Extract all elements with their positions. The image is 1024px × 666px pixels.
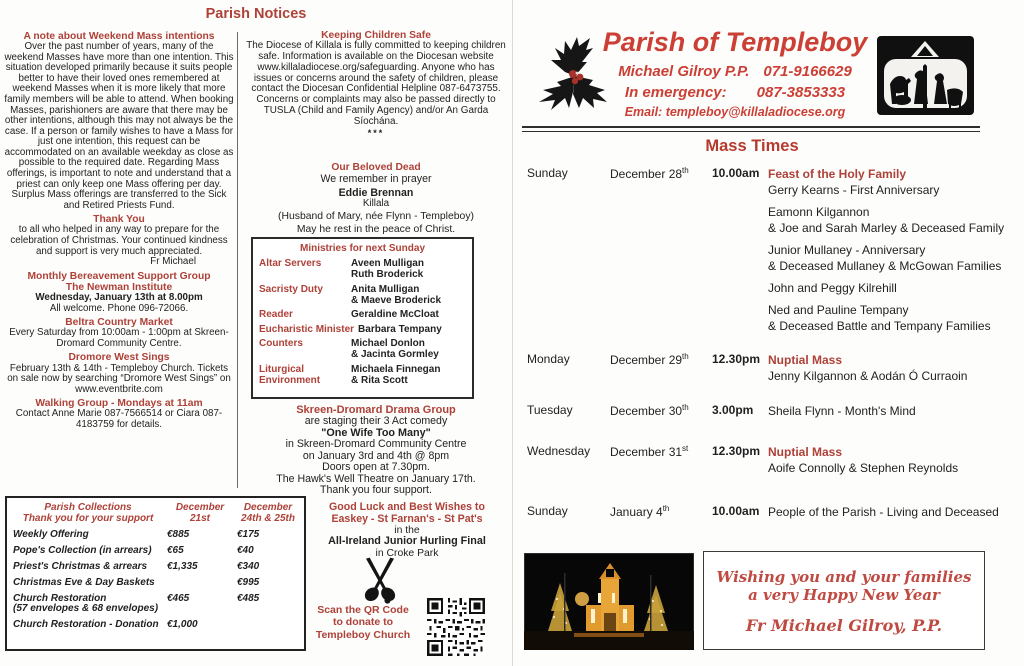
collections-col2-header: December 24th & 25th (241, 502, 295, 525)
notice-heading: Our Beloved Dead (331, 162, 421, 173)
emergency-phone: 087-3853333 (756, 83, 846, 101)
notice-beloved-dead (246, 162, 506, 236)
church-night-photo (524, 553, 694, 655)
notice-body: Contact Anne Marie 087-7566514 or Ciara 087-4183759 for details. (15, 408, 223, 430)
good-luck-line: in Croke Park (375, 548, 439, 560)
qr-code (427, 598, 485, 661)
scan-qr-caption: Scan the QR Code to donate to Templeboy Church (315, 604, 411, 641)
table-row: Priest's Christmas & arrears €1,335 €340 (13, 560, 260, 572)
emergency-contact-line (592, 84, 878, 101)
notice-heading: Thank You (93, 214, 145, 226)
deceased-place: Killala (362, 198, 390, 210)
crossed-hurleys-icon (352, 556, 408, 611)
mass-row-monday-dec29 (527, 352, 1019, 392)
mass-time: 3.00pm (712, 403, 754, 417)
ministries-title: Ministries for next Sunday (299, 243, 426, 254)
table-row: Weekly Offering €885 €175 (13, 528, 260, 540)
table-row: Reader Geraldine McCloat (259, 309, 439, 320)
wish-line: Wishing you and your families (716, 568, 972, 586)
good-luck-line: Good Luck and Best Wishes to (329, 501, 485, 513)
table-row: Liturgical Environment Michaela Finnegan & Rita Scott (259, 363, 441, 386)
mass-row-sunday-jan4 (527, 504, 1019, 524)
notice-heading: Monthly Bereavement Support Group (27, 270, 211, 282)
mass-intentions: Nuptial Mass Aoife Connolly & Stephen Reynolds (768, 444, 1020, 476)
mass-type: Nuptial Mass (768, 353, 843, 367)
mass-intentions: Nuptial Mass Jenny Kilgannon & Aodán Ó Curraoin (768, 352, 1020, 384)
mass-day: Sunday (527, 504, 568, 518)
good-luck-line: Easkey - St Farnan's - St Pat's (331, 512, 483, 525)
deceased-detail: (Husband of Mary, née Flynn - Templeboy) (278, 211, 474, 223)
good-luck-line: in the (394, 525, 420, 537)
mass-intentions: People of the Parish - Living and Deceased (768, 505, 999, 519)
table-row: Church Restoration (57 envelopes & 68 envelopes) €465 €485 (13, 592, 260, 615)
drama-line: The Hawk's Well Theatre on January 17th. (276, 472, 476, 485)
notice-heading: Walking Group - Mondays at 11am (35, 398, 203, 410)
drama-line: Doors open at 7.30pm. (322, 461, 430, 474)
table-row: Church Restoration - Donation €1,000 (13, 619, 198, 631)
notice-beltra-market (4, 317, 234, 349)
priest-name: Michael Gilroy P.P. (618, 62, 750, 80)
priest-phone: 071-9166629 (763, 62, 852, 80)
parish-collections-table (5, 496, 306, 651)
notice-heading: Skreen-Dromard Drama Group (296, 404, 456, 416)
notice-good-luck (306, 502, 508, 560)
table-row: Counters Michael Donlon & Jacinta Gormley (259, 338, 439, 360)
table-row: Eucharistic Minister Barbara Tempany (259, 323, 442, 335)
rest-in-peace-line: May he rest in the peace of Christ. (296, 224, 456, 236)
notice-body: Over the past number of years, many of the weekend Masses have more than one intention. This situation developed primarily because it suits people better to have their loved ones remembered at weekend Masses when it is more likely that more family members will be able to attend. When booking Masses, parishioners are aware that there may be other intentions, although this may not always be the case. If a person or family wishes to have a Mass for just one intention, this request can be accommodated on an available weekday as close as possible to the required date. Regarding Mass offerings, is important to note and understand that a priest can only keep one Mass offering per day. Surplus Mass offerings are transferred to the Sick and Retired Priests Fund. (4, 41, 234, 211)
parish-header (592, 28, 878, 119)
feast-title: Feast of the Holy Family (768, 167, 907, 181)
notice-subheading: The Newman Institute (65, 281, 173, 293)
parish-email: Email: templeboy@killaladiocese.org (624, 104, 846, 119)
page-fold-line (512, 0, 513, 666)
drama-line: on January 3rd and 4th @ 8pm (302, 449, 450, 462)
mass-day: Tuesday (527, 403, 573, 417)
play-title: "One Wife Too Many" (321, 426, 431, 439)
notice-drama-group (246, 404, 506, 497)
deceased-name: Eddie Brennan (338, 186, 414, 199)
notice-bold-line: Wednesday, January 13th at 8.00pm (35, 292, 203, 303)
mass-row-tuesday-dec30 (527, 403, 1019, 423)
mass-date: January 4th (610, 504, 670, 519)
prayer-line: We remember in prayer (320, 173, 432, 186)
table-row: Sacristy Duty Anita Mulligan & Maeve Broderick (259, 283, 442, 306)
mass-time: 12.30pm (712, 352, 761, 366)
column-divider (237, 32, 238, 488)
table-row: Altar Servers Aveen Mulligan Ruth Broderick (259, 258, 424, 280)
mass-type: Nuptial Mass (768, 445, 843, 459)
notice-thank-you (4, 214, 234, 267)
parish-notices-title: Parish Notices (205, 6, 307, 22)
mass-day: Sunday (527, 166, 568, 180)
notice-weekend-mass (4, 31, 234, 211)
drama-line: in Skreen-Dromard Community Centre (285, 438, 467, 451)
notice-body: Every Saturday from 10:00am - 1:00pm at Skreen-Dromard Community Centre. (9, 327, 229, 349)
mass-time: 10.00am (712, 166, 760, 180)
notice-heading: Keeping Children Safe (321, 30, 431, 41)
collections-col1-header: December 21st (175, 502, 225, 525)
mass-day: Monday (527, 352, 570, 366)
final-title: All-Ireland Junior Hurling Final (328, 535, 486, 548)
wish-line: a very Happy New Year (748, 586, 940, 604)
notice-body: February 13th & 14th - Templeboy Church. Tickets on sale now by searching “Dromore West Sings” on www.eventbrite.com (7, 362, 231, 395)
mass-day: Wednesday (527, 444, 591, 458)
notice-heading: Beltra Country Market (65, 317, 173, 329)
notices-left-column (4, 28, 234, 431)
notice-bereavement-group (4, 271, 234, 314)
drama-line: Thank you four support. (320, 484, 432, 497)
emergency-label: In emergency: (624, 83, 727, 101)
table-row: Pope's Collection (in arrears) €65 €40 (13, 544, 254, 556)
notice-walking-group (4, 398, 234, 430)
mass-date: December 29th (610, 352, 689, 367)
mass-row-wednesday-dec31 (527, 444, 1019, 484)
new-year-wishes-box (703, 551, 985, 650)
mass-time: 10.00am (712, 504, 760, 518)
mass-times-title: Mass Times (705, 137, 799, 155)
mass-date: December 31st (610, 444, 689, 459)
collections-title: Parish Collections Thank you for your support (22, 502, 154, 525)
signoff: Fr Michael (150, 256, 196, 268)
notice-body: The Diocese of Killala is fully committed to keeping children safe. Information is available on the Diocesan website www.killaladiocese.org/safeguarding. Anyone who has issues or concerns around the safety of children, please contact the Diocesan Confidential Helpline 087-6473755. Concerns or complaints may also be passed directly to TUSLA (Child and Family Agency) and/or An Garda Síochána. (246, 40, 506, 127)
parish-title: Parish of Templeboy (602, 27, 868, 57)
header-divider (522, 126, 980, 132)
notice-dromore-west-sings (4, 352, 234, 395)
mass-intentions: Sheila Flynn - Month's Mind (768, 404, 916, 418)
collections-header (13, 502, 299, 524)
mass-intentions: Feast of the Holy Family Gerry Kearns - First Anniversary Eamonn Kilgannon & Joe and Sarah Marley & Deceased Family Junior Mullaney - Anniversary & Deceased Mullaney & McGowan Families John and Peggy Kilrehill Ned and Pauline Tempany & Deceased Battle and Tempany Families (768, 166, 1020, 334)
notice-heading: Dromore West Sings (68, 352, 170, 364)
priest-contact-line (592, 63, 878, 80)
signature: Fr Michael Gilroy, P.P. (745, 616, 943, 635)
nativity-scene-icon (877, 36, 974, 120)
table-row: Christmas Eve & Day Baskets €995 (13, 576, 260, 588)
separator-dots: *** (367, 127, 385, 138)
mass-date: December 30th (610, 403, 689, 418)
notice-heading: A note about Weekend Mass intentions (23, 31, 215, 42)
notice-keeping-children-safe (246, 30, 506, 138)
mass-time: 12.30pm (712, 444, 761, 458)
notice-body: All welcome. Phone 096-72066. (49, 302, 189, 314)
notice-body: to all who helped in any way to prepare for the celebration of Christmas. Your continued kindness and support is very much appreciated. (10, 224, 228, 257)
drama-line: are staging their 3 Act comedy (304, 414, 448, 427)
ministries-table (251, 237, 474, 399)
mass-row-sunday-dec28 (527, 166, 1019, 336)
mass-date: December 28th (610, 166, 689, 181)
